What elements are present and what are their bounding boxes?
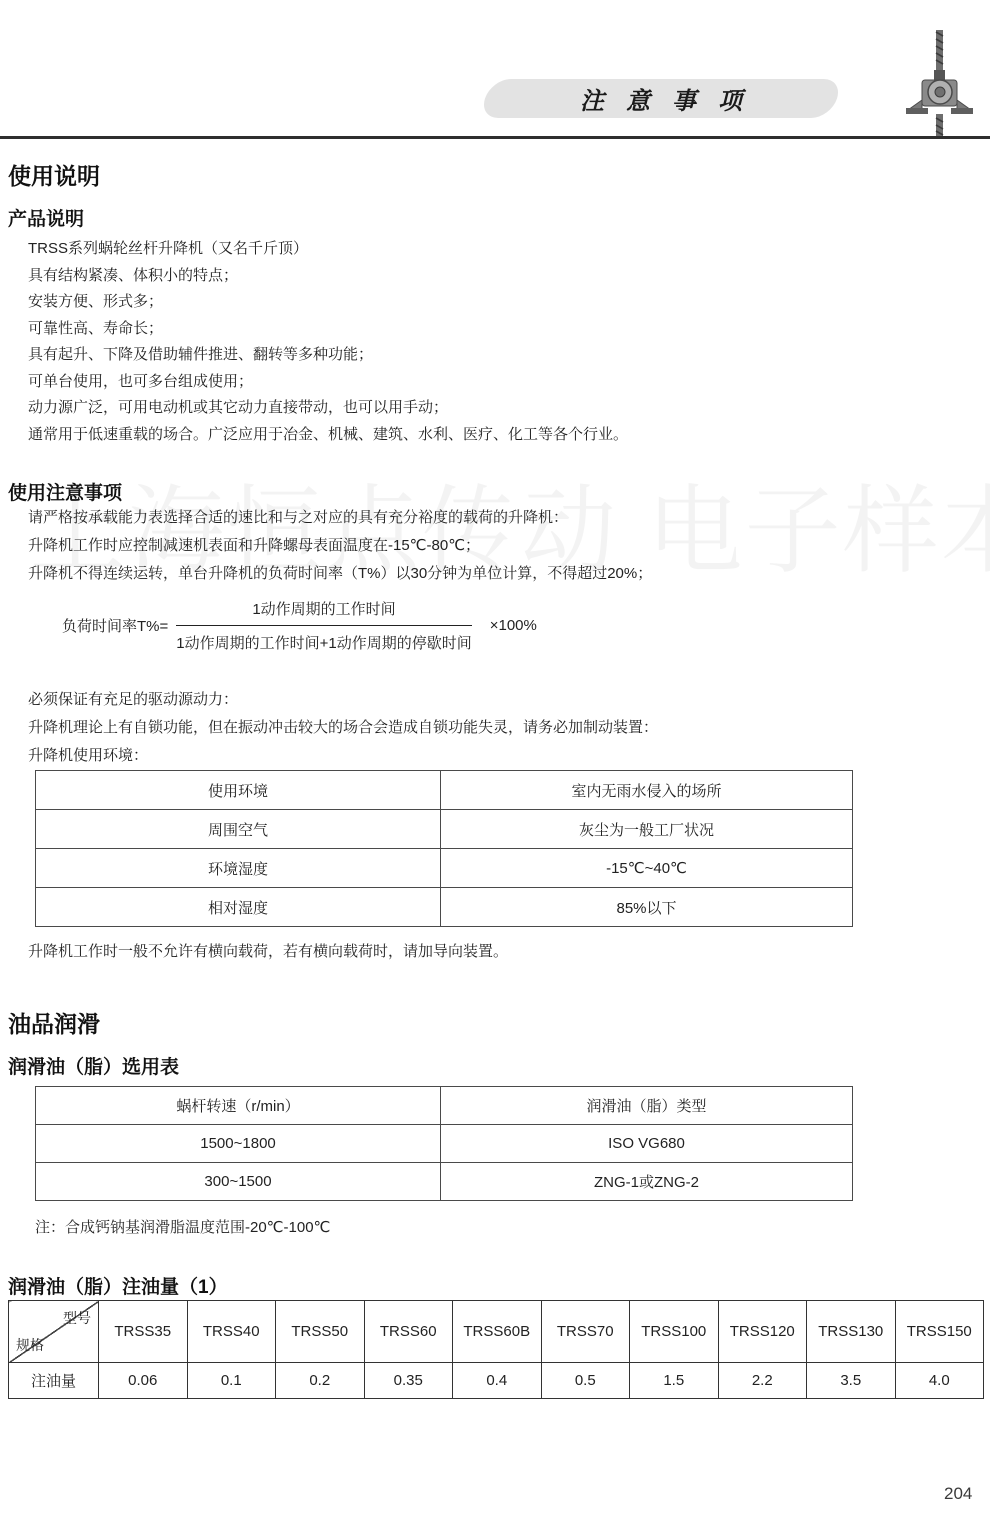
fill-value: 3.5 [807, 1363, 896, 1399]
env-label: 使用环境 [36, 771, 441, 810]
table-row [36, 849, 853, 888]
lub-type: ISO VG680 [441, 1125, 853, 1163]
screw-jack-photo [900, 30, 978, 145]
corner-spec-label: 规格 [16, 1337, 44, 1353]
fill-value: 0.1 [187, 1363, 276, 1399]
formula-denominator: 1动作周期的工作时间+1动作周期的停歇时间 [176, 635, 472, 652]
env-label: 相对湿度 [36, 888, 441, 927]
product-line: 动力源广泛，可用电动机或其它动力直接带动，也可以用手动； [28, 399, 449, 416]
lub-header: 蜗杆转速（r/min） [36, 1087, 441, 1125]
table-row [36, 771, 853, 810]
fill-quantity-table [8, 1300, 984, 1399]
fill-value: 4.0 [895, 1363, 984, 1399]
load-time-rate-formula [62, 598, 537, 653]
fill-value: 0.4 [453, 1363, 542, 1399]
side-load-note: 升降机工作时一般不允许有横向载荷，若有横向载荷时，请加导向装置。 [28, 943, 509, 960]
model-header: TRSS35 [99, 1301, 188, 1363]
selection-table-title: 润滑油（脂）选用表 [8, 1057, 180, 1078]
product-desc-title: 产品说明 [8, 209, 85, 230]
section-banner [479, 79, 844, 118]
table-row [36, 1125, 853, 1163]
requirement-line: 升降机使用环境： [28, 747, 149, 764]
fill-quantity-title: 润滑油（脂）注油量（1） [8, 1277, 228, 1298]
formula-fraction [176, 598, 471, 653]
table-row [36, 888, 853, 927]
model-header: TRSS60 [364, 1301, 453, 1363]
product-line: 可单台使用，也可多台组成使用； [28, 372, 254, 390]
table-row [9, 1363, 984, 1399]
precautions-title: 使用注意事项 [8, 483, 123, 504]
table-row [36, 1163, 853, 1201]
requirement-lines [28, 686, 658, 770]
model-header: TRSS120 [718, 1301, 807, 1363]
env-value: 85%以下 [441, 888, 853, 927]
fill-value: 0.35 [364, 1363, 453, 1399]
fill-value: 0.5 [541, 1363, 630, 1399]
requirement-line: 升降机理论上有自锁功能，但在振动冲击较大的场合会造成自锁功能失灵，请务必加制动装置： [28, 719, 659, 736]
product-line: 安装方便、形式多； [28, 293, 164, 310]
env-value: 灰尘为一般工厂状况 [441, 810, 853, 849]
banner-title: 注意事项 [580, 88, 764, 115]
model-header: TRSS130 [807, 1301, 896, 1363]
fill-value: 0.06 [99, 1363, 188, 1399]
table-header-row [9, 1301, 984, 1363]
formula-numerator: 1动作周期的工作时间 [176, 598, 471, 626]
formula-label: 负荷时间率T%= [62, 618, 169, 635]
env-value: -15℃~40℃ [441, 849, 853, 888]
model-header: TRSS100 [630, 1301, 719, 1363]
env-label: 环境湿度 [36, 849, 441, 888]
env-label: 周围空气 [36, 810, 441, 849]
corner-cell [9, 1301, 99, 1363]
fill-value: 1.5 [630, 1363, 719, 1399]
product-line: 具有结构紧凑、体积小的特点； [28, 266, 239, 284]
fill-value: 0.2 [276, 1363, 365, 1399]
corner-model-label: 型号 [63, 1310, 91, 1326]
env-value: 室内无雨水侵入的场所 [441, 771, 853, 810]
model-header: TRSS50 [276, 1301, 365, 1363]
page-number: 204 [944, 1484, 973, 1503]
usage-title: 使用说明 [8, 163, 100, 189]
model-header: TRSS70 [541, 1301, 630, 1363]
product-line: 通常用于低速重载的场合。广泛应用于冶金、机械、建筑、水利、医疗、化工等各个行业。 [28, 425, 629, 443]
lubricant-selection-table [35, 1086, 853, 1201]
precaution-line: 请严格按承载能力表选择合适的速比和与之对应的具有充分裕度的载荷的升降机： [28, 509, 569, 526]
grease-temp-note: 注：合成钙钠基润滑脂温度范围-20℃-100℃ [35, 1219, 331, 1236]
fill-value: 2.2 [718, 1363, 807, 1399]
precaution-lines [28, 504, 652, 588]
model-header: TRSS60B [453, 1301, 542, 1363]
table-row [36, 810, 853, 849]
lub-type: ZNG-1或ZNG-2 [441, 1163, 853, 1201]
header-divider [0, 136, 990, 139]
product-line: TRSS系列蜗轮丝杆升降机（又名千斤顶） [28, 240, 309, 257]
table-header-row [36, 1087, 853, 1125]
product-desc-lines [28, 236, 628, 448]
product-line: 可靠性高、寿命长； [28, 319, 164, 337]
requirement-line: 必须保证有充足的驱动源动力： [28, 691, 239, 708]
lubrication-title: 油品润滑 [8, 1011, 100, 1037]
precaution-line: 升降机工作时应控制减速机表面和升降螺母表面温度在-15℃-80℃； [28, 537, 481, 554]
formula-multiplier: ×100% [489, 617, 537, 634]
product-line: 具有起升、下降及借助辅件推进、翻转等多种功能； [28, 346, 374, 363]
fill-row-label: 注油量 [9, 1363, 99, 1399]
model-header: TRSS40 [187, 1301, 276, 1363]
lub-header: 润滑油（脂）类型 [441, 1087, 853, 1125]
model-header: TRSS150 [895, 1301, 984, 1363]
environment-table [35, 770, 853, 927]
precaution-line: 升降机不得连续运转，单台升降机的负荷时间率（T%）以30分钟为单位计算，不得超过20%； [28, 565, 653, 582]
lub-speed: 300~1500 [36, 1163, 441, 1201]
lub-speed: 1500~1800 [36, 1125, 441, 1163]
